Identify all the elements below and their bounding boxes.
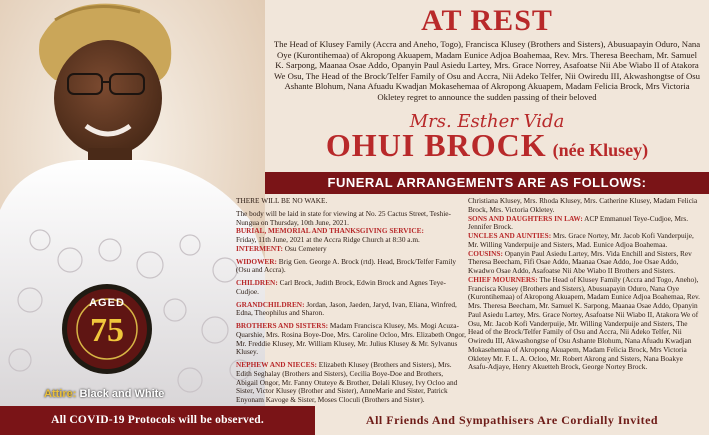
maiden-name: (née Klusey) [552,140,649,160]
deceased-first-names: Mrs. Esther Vida [409,111,565,132]
inlaws-continued-text: Christiana Klusey, Mrs. Rhoda Klusey, Mrs. Catherine Klusey, Madam Felicia Brock, Mrs. Victoria Okletey. [468,196,698,214]
deceased-surname: OHUI BROCK [325,127,547,163]
widower-section [236,258,466,276]
widower-heading: WIDOWER: [236,256,277,266]
sons-text: ACP Emmanuel Teye-Cudjoe, Mrs. Jennifer Brock. [468,213,689,232]
burial-text: Friday, 11th June, 2021 at the Accra Ridge Church at 8:30 a.m. [236,235,420,244]
mourners-text: The Head of Klusey Family (Accra and Togo, Aneho), Francisca Klusey (Brothers and Sisters), Abusuapayin Oduro, Nana Oye (Kurontihemaa) of Akropong Akuapem, Madam Eunice Adjoa Boahemaa, Rev. Mrs. Theresa Beecham, Mr. Samuel K. Sarpong, Maanaa Osae Addo, Opanyin Paul Asiedu Lartey, Mrs. Grace Nortey, Asafoatse Nii Wiabo II, Atakora We of Osu, Mr. Jacob Kofi Vanderpuije, Mr. Willing Vanderpuije and Sisters, The Head of the Brock/Telfer Family of Osu and Accra, Nii Adeko Telfer, Nii Owiredu III, Akwashongtse of Osu Ashante Blohum, Nana Afuadu Kwadjan Mokasehemaa of Akropong Akuapem, Madam Felicia Brock, Mrs Victoria Okletey Mr. F. L. A. Ocloo, Mr. Robert Akrong and Sisters, Nana Boakye Asafu-Adjaye, Henry Akuetteh Brock, George Nortey Brock. [468,274,700,372]
age-badge-label: AGED [89,297,125,309]
children-section [236,279,466,297]
cousins-text: Opanyin Paul Asiedu Lartey, Mrs. Vida Enchill and Sisters, Rev Theresa Beecham, Fifi Osae Addo, Maanaa Osae Addo, Joe Osae Addo, Kwadwo Osae Addo, Asafoatse Nii Abe Wiabo II Brothers and Sisters. [468,248,692,275]
grandchildren-text: Jordan, Jason, Jaeden, Jaryd, Ivan, Eliana, Winfred, Edna, Theophilus and Sharon. [236,299,457,318]
intro-paragraph: The Head of Klusey Family (Accra and Aneho, Togo), Francisca Klusey (Brothers and Sisters), Abusuapayin Oduro, Nana Oye (Kurontihemaa) of Akropong Akuapem, Madam Eunice Adjoa Boahemaa, Rev. Mrs. Theresa Beecham, Mr. Samuel K. Sarpong, Maanaa Osae Addo, Opanyin Paul Asiedu Lartey, Mrs. Grace Norrey, Asafoatse Nii Abe Wiabo II of Atakora We Osu, The Head of the Brock/Telfer Family of Osu and Accra, Nii Adeko Telfer, Nii Owiredu III, Akwashongtse of Osu Ashante Blohum, Nana Afuadu Kwadjan Mokasehemaa of Akropong Akuapem, Madam Felicia Brock, Mrs Victoria Okletey regret to announce the sudden passing of their beloved [273,39,701,102]
grandchildren-section [236,301,466,319]
invitation-note: All Friends And Sympathisers Are Cordially Invited [315,406,709,435]
cousins-heading: COUSINS: [468,248,503,258]
nephews-heading: NEPHEW AND NIECES: [236,360,317,369]
covid-protocols-note: All COVID-19 Protocols will be observed. [0,406,315,435]
uncles-text: Mrs. Grace Nortey, Mr. Jacob Kofi Vanderpuije, Mr. Willing Vanderpuije and Sisters, Mad. Eunice Adjoa Boahemaa. [468,231,694,249]
nephews-text: Elizabeth Klusey (Brothers and Sisters), Mrs. Edith Seghalay (Brothers and Sisters), Cecilia Boye-Doe and Brothers, Abigail Ongor, Mr. Fanny Otuteye & Brother, Delali Klusey, Ivy Ocloo and Sister, Victor Klusey (Brother and Sister), AnneMarie and Sister, Patrick Enyonam Kavoge & Sister, Moses Cloculi (Brothers and Sister). [236,360,458,404]
lying-state-text: The body will be laid in state for viewing at No. 25 Cactus Street, Teshie-Nungua on Thursday, 10th June, 2021. [236,208,451,227]
uncles-heading: UNCLES AND AUNTIES: [468,231,552,240]
interment-heading: INTERMENT: [236,243,283,253]
arrangements-banner: FUNERAL ARRANGEMENTS ARE AS FOLLOWS: [265,172,709,194]
grandchildren-heading: GRANDCHILDREN: [236,299,305,309]
page-title: AT REST [421,4,553,37]
siblings-text: Madam Francisca Klusey, Ms. Mogi Acuza-Quarshie, Mrs. Rosina Boye-Doe, Mrs. Caroline Ocloo, Mrs. Elizabeth Ongor, Mr. Freddie Klusey, Mr. William Klusey, Mr. Julius Klusey & Mr. Sylvanus Klusey. [236,321,466,357]
deceased-name [265,127,709,164]
burial-heading: BURIAL, MEMORIAL AND THANKSGIVING SERVICE: [236,226,424,236]
interment-text: Osu Cemetery [284,243,327,253]
portrait-panel [0,0,265,406]
inlaws-continued [468,197,704,372]
attire-label: Attire: [44,388,80,400]
children-text: Carl Brock, Judith Brock, Edwin Brock and Agnes Teye-Cudjoe. [236,278,446,296]
attire-value: Black and White [79,388,165,400]
arrangements-right-column [468,197,704,376]
age-badge-number: 75 [90,312,124,349]
mourners-heading: CHIEF MOURNERS: [468,274,538,284]
widower-text: Brig Gen. George A. Brock (rtd). Head, Brock/Telfer Family (Osu and Accra). [236,256,457,275]
wake-note: THERE WILL BE NO WAKE. [236,196,328,205]
age-badge [62,284,152,374]
attire-note [44,388,164,400]
siblings-heading: BROTHERS AND SISTERS: [236,321,329,330]
siblings-section [236,322,466,357]
children-heading: CHILDREN: [236,278,278,287]
lying-in-state [236,210,466,254]
sons-heading: SONS AND DAUGHTERS IN LAW: [468,213,583,223]
arrangements-left-column [236,197,466,418]
